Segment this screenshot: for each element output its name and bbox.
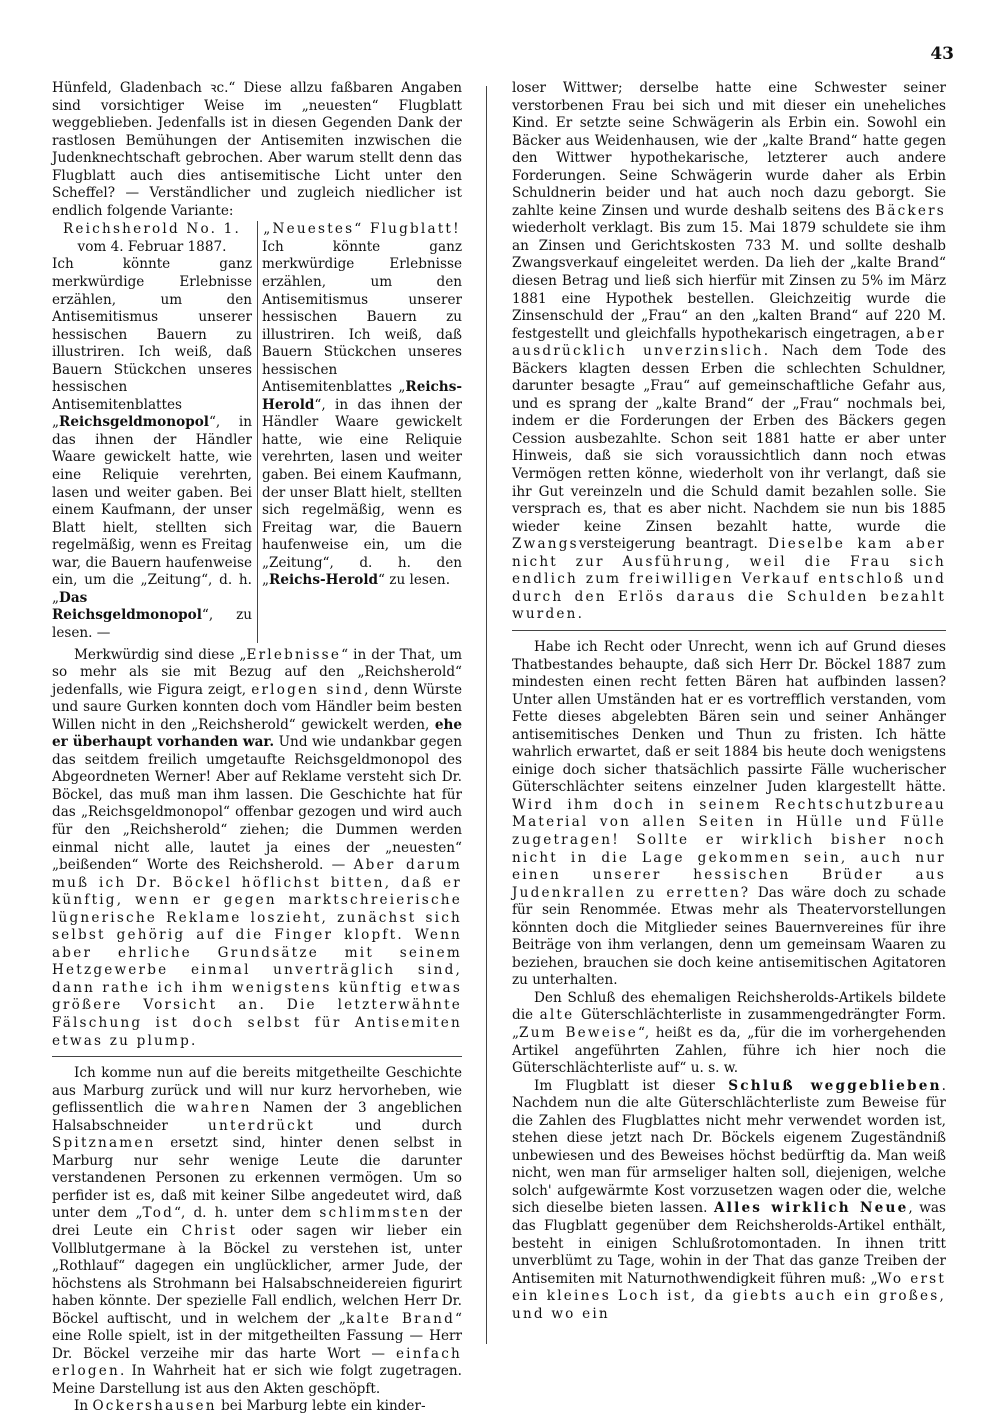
bold-term: Reichsgeldmonopol (59, 414, 209, 431)
intro-paragraph: Hünfeld, Gladenbach ꝛc.“ Diese allzu faßbaren Angaben sind vorsichtiger Weise im „neuesten“ Flugblatt weggeblieben. Jedenfalls ist in diesen Gegenden Dank der rastlosen Bemühungen der Antisemiten inzwischen die Judenknechtschaft gebrochen. Aber warum stellt denn das Flugblatt auch dies antisemitische Licht unter den Scheffel? — Verständlicher und zugleich niedlicher ist endlich folgende Variante: (52, 80, 462, 219)
paragraph-2: Merkwürdig sind diese „Erlebnisse“ in der That, um so mehr als sie mit Bezug auf den „Reichsherold“ jedenfalls, wie Figura zeigt, erlogen sind, denn Würste und saure Gurken konnten doch vom Händler beim besten Willen nicht in den „Reichsherold“ gewickelt werden, ehe er überhaupt vorhanden war. Und wie undankbar gegen das seitdem freilich umgetaufte Reichsgeldmonopol des Abgeordneten Werner! Aber auf Reklame versteht sich Dr. Böckel, das muß man ihm lassen. Die Geschichte hat für das „Reichsgeldmonopol“ offenbar gezogen und wird auch für den „Reichsherold“ ziehen; die Dummen werden einmal nicht alle, lautet ja eines der „neuesten“ „beißenden“ Worte des Reichsherold. — Aber darum muß ich Dr. Böckel höflichst bitten, daß er künftig, wenn er gegen marktschreierische lügnerische Reklame loszieht, zunächst sich selbst gehörig auf die Finger klopft. Wenn aber ehrliche Grundsätze mit seinem Hetzgewerbe einmal unverträglich sind, dann rathe ich ihm wenigstens künftig etwas größere Vorsicht an. Die letzterwähnte Fälschung ist doch selbst für Antisemiten etwas zu plump. (52, 646, 462, 1049)
right-paragraph-2: Habe ich Recht oder Unrecht, wenn ich auf Grund dieses Thatbestandes behaupte, daß sich Herr Dr. Böckel 1887 zum mindesten einen recht fetten Bären hat aufbinden lassen? Unter allen Umständen hat er es vortrefflich verstanden, vom Fette dieses abgelebten Bären sein und seiner Anhänger antisemitisches Denken und Thun zu fristen. Ich hätte wahrlich erwartet, daß er seit 1884 bis heute doch wenigstens einige doch sicher thatsächlich passirte Fälle wucherischer Güterschlächter seitens einzelner Juden klargestellt hätte. Wird ihm doch in seinem Rechtschutzbureau Material von allen Seiten in Hülle und Fülle zugetragen! Sollte er wirklich bisher noch nicht in die Lage gekommen sein, auch nur einen unserer hessischen Brüder aus Judenkrallen zu erretten? Das wäre doch zu schade für sein Renommée. Etwas mehr als Theatervorstellungen könnten doch die Mitglieder seines Bauernvereines für ihre Beiträge von ihm verlangen, denn um gemeinsam Waaren zu beziehen, brauchen sie doch keine antisemitischen Agitatoren zu unterhalten. (512, 638, 946, 989)
comparison-right-text: Ich könnte ganz merkwürdige Erlebnisse erzählen, um den Antisemitismus unserer hessischen Bauern zu illustriren. Ich weiß, daß Bauern Stückchen unseres hessischen Antisemitenblattes „Reichs-Herold“, in das ihnen der Händler Waare gewickelt hatte, wie eine Reliquie verehrten, lasen und weiter gaben. Bei einem Kaufmann, der unser Blatt hielt, stellten sich regelmäßig, wenn es Freitag war, die Bauern haufenweise ein, um die „Zeitung“, d. h. den „Reichs-Herold“ zu lesen. (262, 238, 462, 589)
paragraph-3: Ich komme nun auf die bereits mitgetheilte Geschichte aus Marburg zurück und will nur kurz hervorheben, wie geflissentlich die wahren Namen der 3 angeblichen Halsabschneider unterdrückt und durch Spitznamen ersetzt sind, hinter denen selbst in Marburg nur sehr wenige Leute die darunter verstandenen Personen zu erkennen vermögen. Um so perfider ist es, daß mit keiner Silbe angedeutet wird, daß unter dem „Tod“, d. h. unter dem schlimmsten der drei Leute ein Christ oder sagen wir lieber ein Vollblutgermane à la Böckel zu verstehen ist, unter „Rothlauf“ dagegen ein unglücklicher, armer Jude, der höchstens als Strohmann bei Halsabschneidereien figurirt haben könnte. Der spezielle Fall endlich, welchen Herr Dr. Böckel auftischt, und in welchem der „kalte Brand“ eine Rolle spielt, ist in der mitgetheilten Fassung — Herr Dr. Böckel verzeihe mir das harte Wort — einfach erlogen. In Wahrheit hat er sich wie folgt zugetragen. Meine Darstellung ist aus den Akten geschöpft. (52, 1065, 462, 1397)
paragraph-4: In Ockershausen bei Marburg lebte ein kinder- (74, 1398, 426, 1415)
right-column (512, 80, 946, 1323)
comparison-right-heading: „Neuestes“ Flugblatt! (263, 221, 461, 238)
bold-term: Das Reichsgeldmonopol (52, 589, 202, 624)
column-divider (486, 86, 487, 1344)
comparison-left-heading-2: vom 4. Februar 1887. (77, 238, 227, 255)
section-rule (52, 1056, 462, 1057)
bold-term: Reichs-Herold (262, 379, 462, 413)
comparison-right (262, 221, 462, 642)
comparison-left-text: Ich könnte ganz merkwürdige Erlebnisse erzählen, um den Antisemitismus unserer hessischen Bauern zu illustriren. Ich weiß, daß Bauern Stückchen unseres hessischen Antisemitenblattes „Reichsgeldmonopol“, in das ihnen der Händler Waare gewickelt hatte, wie eine Reliquie verehrten, lasen und weiter gaben. Bei einem Kaufmann, der unser Blatt hielt, stellten sich regelmäßig, wenn es Freitag war, die Bauern haufenweise ein, um die „Zeitung“, d. h. „Das Reichsgeldmonopol“, zu lesen. — (52, 256, 252, 641)
comparison-block (52, 221, 462, 642)
page-number: 43 (930, 44, 954, 64)
right-paragraph-3: Den Schluß des ehemaligen Reichsherolds-Artikels bildete die alte Güterschlächterliste in zusammengedrängter Form. „Zum Beweise“, heißt es da, „für die im vorhergehenden Artikel angeführten Zahlen, führe ich hier noch die Güterschlächterliste auf“ u. s. w. (512, 989, 946, 1077)
comparison-left (52, 221, 252, 642)
bold-term: Reichs-Herold (269, 572, 379, 589)
left-column (52, 80, 462, 1416)
comparison-divider (257, 221, 258, 642)
section-rule (512, 630, 946, 631)
comparison-left-heading-1: Reichsherold No. 1. (62, 221, 242, 238)
right-paragraph-1: loser Wittwer; derselbe hatte eine Schwester seiner verstorbenen Frau bei sich und mit dieser ein uneheliches Kind. Er setzte seine Schwägerin als Erbin ein. Sowohl ein Bäcker aus Weidenhausen, wie der „kalte Brand“ hatte gegen den Wittwer hypothekarische, letzterer auch andere Forderungen. Seine Schwägerin wurde daher als Erbin Schuldnerin beider und hat auch noch dazu geborgt. Sie zahlte keine Zinsen und wurde deshalb seitens des Bäckers wiederholt verklagt. Bis zum 15. Mai 1879 schuldete sie ihm an Zinsen und Gerichtskosten 733 M. und sollte deshalb Zwangsverkauf eingeleitet werden. Da lieh der „kalte Brand“ diesen Betrag und ließ sich hierfür mit Zinsen zu 5% im März 1881 eine Hypothek bestellen. Gleichzeitig wurde die Zinsenschuld der „Frau“ an den „kalten Brand“ auf 220 M. festgestellt und gleichfalls hypothekarisch eingetragen, aber ausdrücklich unverzinslich. Nach dem Tode des Bäckers klagten dessen Erben die schlechten Schuldner, darunter besagte „Frau“ auf gemeinschaftliche Gefahr aus, und es sprang der „kalte Brand“ der „Frau“ nochmals bei, indem er die Forderungen der Erben des Bäckers gegen Cession ausbezahlte. Schon seit 1881 hatte er aber unter Hinweis, daß sie sich voraussichtlich dann noch etwas Vermögen retten könne, wiederholt von ihr verlangt, daß sie ihr Gut vereinzeln und die Schuld damit bezahlen solle. Sie versprach es, that es aber nicht. Nachdem sie nun bis 1885 wieder keine Zinsen bezahlt hatte, wurde die Zwangsversteigerung beantragt. Dieselbe kam aber nicht zur Ausführung, weil die Frau sich endlich zum freiwilligen Verkauf entschloß und durch den Erlös daraus die Schulden bezahlt wurden. (512, 80, 947, 623)
right-paragraph-4: Im Flugblatt ist dieser Schluß weggeblieben. Nachdem nun die alte Güterschlächterliste zum Beweise für die Zahlen des Flugblattes nicht mehr verwendet worden ist, stehen diese jetzt nach Dr. Böckels eigenem Zugeständniß unbewiesen und des Beweises höchst bedürftig da. Man weiß nicht, wen man für armseliger halten soll, diejenigen, welche solch' aufgewärmte Kost vorzusetzen wagen oder die, welche sich dieselbe bieten lassen. Alles wirklich Neue, was das Flugblatt gegenüber dem Reichsherolds-Artikel enthält, besteht in einigen Schlußrotomontaden. In ihnen tritt unverblümt zu Tage, wohin in der That das ganze Treiben der Antisemiten mit Naturnothwendigkeit führen muß: „Wo erst ein kleines Loch ist, da giebts auch ein großes, und wo ein (512, 1077, 947, 1322)
